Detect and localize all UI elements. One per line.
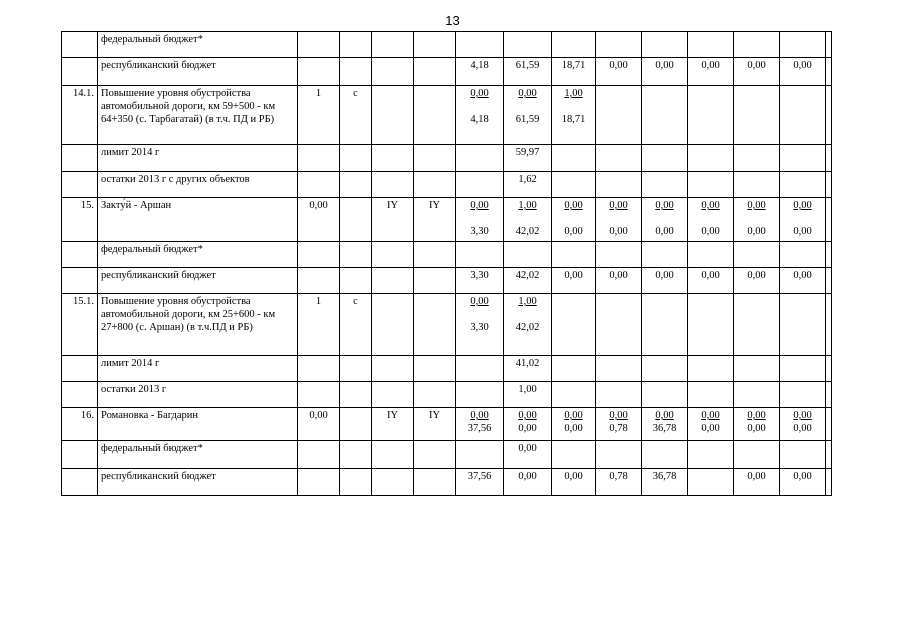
length-cell: 1 xyxy=(298,86,340,145)
value-cell xyxy=(780,441,826,469)
value-cell xyxy=(552,268,596,294)
value-top-line: 0,00 xyxy=(655,410,674,421)
value-cell xyxy=(780,172,826,198)
value-cell xyxy=(688,441,734,469)
value-cell xyxy=(826,86,832,145)
value-line: 36,78 xyxy=(652,471,677,482)
value-line: 0,00 xyxy=(747,60,766,71)
value-line: 1,00 xyxy=(518,384,537,395)
value-cell xyxy=(826,58,832,86)
value-cell xyxy=(780,58,826,86)
value-cell xyxy=(734,441,780,469)
value-line: 0,00 xyxy=(564,270,583,281)
value-top-line: 0,00 xyxy=(609,410,628,421)
value-bottom-line: 3,30 xyxy=(470,322,489,333)
row-name-cell: лимит 2014 г xyxy=(98,145,298,172)
value-top-line: 0,00 xyxy=(564,410,583,421)
type-cell xyxy=(340,469,372,496)
value-top-line: 0,00 xyxy=(747,200,766,211)
value-cell xyxy=(552,408,596,441)
value-cell xyxy=(456,32,504,58)
value-line: 0,00 xyxy=(701,270,720,281)
value-bottom-line: 18,71 xyxy=(561,114,586,125)
category-start-cell xyxy=(372,268,414,294)
value-bottom-line: 0,00 xyxy=(609,226,628,237)
value-cell xyxy=(780,408,826,441)
value-cell xyxy=(552,198,596,242)
value-cell xyxy=(552,294,596,356)
length-cell xyxy=(298,441,340,469)
value-top-line: 0,00 xyxy=(701,200,720,211)
value-cell xyxy=(596,32,642,58)
category-end-cell: IY xyxy=(414,408,456,441)
value-cell xyxy=(688,58,734,86)
value-line: 0,00 xyxy=(655,60,674,71)
value-cell xyxy=(596,198,642,242)
value-bottom-line: 0,00 xyxy=(564,226,583,237)
length-cell xyxy=(298,172,340,198)
category-start-cell xyxy=(372,469,414,496)
row-name-cell: республиканский бюджет xyxy=(98,469,298,496)
row-name-cell: федеральный бюджет* xyxy=(98,441,298,469)
value-cell xyxy=(826,294,832,356)
value-cell xyxy=(456,408,504,441)
value-cell xyxy=(552,356,596,382)
value-cell xyxy=(688,382,734,408)
value-cell xyxy=(504,242,552,268)
value-bottom-line: 0,00 xyxy=(793,226,812,237)
value-cell xyxy=(780,198,826,242)
value-cell xyxy=(642,268,688,294)
value-cell xyxy=(688,145,734,172)
category-end-cell xyxy=(414,294,456,356)
row-name-cell: лимит 2014 г xyxy=(98,356,298,382)
value-cell xyxy=(596,172,642,198)
value-cell xyxy=(734,198,780,242)
category-start-cell xyxy=(372,294,414,356)
value-cell xyxy=(504,382,552,408)
category-end-cell xyxy=(414,58,456,86)
value-cell xyxy=(734,356,780,382)
value-cell xyxy=(688,294,734,356)
value-line: 0,00 xyxy=(609,60,628,71)
value-bottom-line: 4,18 xyxy=(470,114,489,125)
table-row xyxy=(62,294,832,356)
value-cell xyxy=(688,408,734,441)
value-line: 41,02 xyxy=(515,358,540,369)
value-line: 4,18 xyxy=(470,60,489,71)
category-end-cell xyxy=(414,382,456,408)
category-end-cell xyxy=(414,441,456,469)
table-row xyxy=(62,198,832,242)
value-bottom-line: 3,30 xyxy=(470,226,489,237)
value-cell xyxy=(504,32,552,58)
value-cell xyxy=(504,172,552,198)
category-start-cell xyxy=(372,86,414,145)
value-cell xyxy=(734,268,780,294)
value-cell xyxy=(456,198,504,242)
length-cell xyxy=(298,58,340,86)
value-cell xyxy=(456,242,504,268)
value-top-line: 0,00 xyxy=(747,410,766,421)
value-cell xyxy=(688,469,734,496)
value-cell xyxy=(826,145,832,172)
row-number-cell xyxy=(62,242,98,268)
length-cell xyxy=(298,356,340,382)
row-number-cell: 16. xyxy=(62,408,98,441)
value-cell xyxy=(826,382,832,408)
value-cell xyxy=(780,382,826,408)
row-number-cell: 15.1. xyxy=(62,294,98,356)
table-row xyxy=(62,145,832,172)
row-number-cell: 14.1. xyxy=(62,86,98,145)
row-name-cell: остатки 2013 г с других объектов xyxy=(98,172,298,198)
value-line: 0,00 xyxy=(793,471,812,482)
length-cell xyxy=(298,469,340,496)
value-cell xyxy=(596,408,642,441)
value-line: 59,97 xyxy=(515,147,540,158)
row-number-cell xyxy=(62,382,98,408)
value-cell xyxy=(734,172,780,198)
table-row xyxy=(62,268,832,294)
value-cell xyxy=(504,198,552,242)
value-cell xyxy=(456,145,504,172)
value-cell xyxy=(688,356,734,382)
value-cell xyxy=(596,469,642,496)
value-bottom-line: 42,02 xyxy=(515,322,540,333)
type-cell xyxy=(340,145,372,172)
row-name-cell: Повышение уровня обустройства автомобильной дороги, км 59+500 - км 64+350 (с. Тарбагатай) (в т.ч. ПД и РБ) xyxy=(98,86,298,145)
value-cell xyxy=(642,145,688,172)
value-cell xyxy=(552,86,596,145)
value-bottom-line: 36,78 xyxy=(652,423,677,434)
table-row xyxy=(62,441,832,469)
value-line: 61,59 xyxy=(515,60,540,71)
value-cell xyxy=(504,441,552,469)
value-cell xyxy=(642,469,688,496)
value-bottom-line: 0,00 xyxy=(564,423,583,434)
length-cell: 0,00 xyxy=(298,408,340,441)
table-row xyxy=(62,469,832,496)
value-cell xyxy=(642,172,688,198)
row-name-cell: Повышение уровня обустройства автомобильной дороги, км 25+600 - км 27+800 (с. Аршан) (в т.ч.ПД и РБ) xyxy=(98,294,298,356)
value-cell xyxy=(642,86,688,145)
category-start-cell xyxy=(372,32,414,58)
value-cell xyxy=(596,58,642,86)
value-cell xyxy=(552,469,596,496)
value-cell xyxy=(826,172,832,198)
value-line: 37,56 xyxy=(467,471,492,482)
type-cell xyxy=(340,32,372,58)
category-end-cell xyxy=(414,356,456,382)
value-top-line: 0,00 xyxy=(470,296,489,307)
value-cell xyxy=(456,356,504,382)
category-start-cell xyxy=(372,172,414,198)
value-cell xyxy=(780,242,826,268)
value-line: 1,62 xyxy=(518,174,537,185)
table-row xyxy=(62,408,832,441)
category-end-cell xyxy=(414,145,456,172)
category-start-cell xyxy=(372,382,414,408)
value-cell xyxy=(504,58,552,86)
length-cell xyxy=(298,242,340,268)
value-bottom-line: 37,56 xyxy=(467,423,492,434)
category-end-cell: IY xyxy=(414,198,456,242)
value-top-line: 1,00 xyxy=(518,296,537,307)
category-end-cell xyxy=(414,469,456,496)
value-top-line: 0,00 xyxy=(470,88,489,99)
table-body xyxy=(62,32,832,496)
value-top-line: 1,00 xyxy=(518,200,537,211)
length-cell xyxy=(298,382,340,408)
value-bottom-line: 0,00 xyxy=(655,226,674,237)
row-number-cell xyxy=(62,32,98,58)
value-cell xyxy=(734,86,780,145)
value-cell xyxy=(552,58,596,86)
value-top-line: 0,00 xyxy=(701,410,720,421)
row-name-cell: республиканский бюджет xyxy=(98,268,298,294)
row-number-cell: 15. xyxy=(62,198,98,242)
value-cell xyxy=(826,408,832,441)
row-number-cell xyxy=(62,268,98,294)
value-top-line: 1,00 xyxy=(564,88,583,99)
type-cell xyxy=(340,382,372,408)
table-row xyxy=(62,356,832,382)
value-cell xyxy=(780,268,826,294)
type-cell xyxy=(340,441,372,469)
row-number-cell xyxy=(62,356,98,382)
value-cell xyxy=(456,268,504,294)
category-end-cell xyxy=(414,268,456,294)
value-cell xyxy=(552,32,596,58)
value-line: 0,00 xyxy=(564,471,583,482)
row-number-cell xyxy=(62,145,98,172)
value-cell xyxy=(734,469,780,496)
value-cell xyxy=(504,86,552,145)
value-cell xyxy=(456,441,504,469)
value-cell xyxy=(826,198,832,242)
value-cell xyxy=(780,469,826,496)
value-cell xyxy=(596,382,642,408)
category-end-cell xyxy=(414,172,456,198)
category-start-cell: IY xyxy=(372,408,414,441)
value-cell xyxy=(504,268,552,294)
value-top-line: 0,00 xyxy=(518,88,537,99)
value-line: 0,00 xyxy=(747,270,766,281)
category-start-cell xyxy=(372,145,414,172)
value-line: 0,00 xyxy=(609,270,628,281)
value-cell xyxy=(456,172,504,198)
value-cell xyxy=(688,198,734,242)
value-cell xyxy=(734,294,780,356)
row-name-cell: федеральный бюджет* xyxy=(98,242,298,268)
category-start-cell xyxy=(372,441,414,469)
row-name-cell: федеральный бюджет* xyxy=(98,32,298,58)
type-cell xyxy=(340,58,372,86)
value-cell xyxy=(826,268,832,294)
value-cell xyxy=(734,58,780,86)
value-cell xyxy=(688,268,734,294)
value-cell xyxy=(552,441,596,469)
row-name-cell: Закту́й - Аршан xyxy=(98,198,298,242)
value-cell xyxy=(504,408,552,441)
budget-table xyxy=(61,31,832,496)
value-bottom-line: 0,00 xyxy=(747,423,766,434)
type-cell xyxy=(340,268,372,294)
value-cell xyxy=(826,32,832,58)
value-line: 0,00 xyxy=(655,270,674,281)
value-line: 3,30 xyxy=(470,270,489,281)
value-cell xyxy=(642,356,688,382)
type-cell xyxy=(340,356,372,382)
category-start-cell xyxy=(372,356,414,382)
value-cell xyxy=(642,382,688,408)
value-cell xyxy=(642,408,688,441)
length-cell xyxy=(298,145,340,172)
length-cell xyxy=(298,32,340,58)
category-start-cell: IY xyxy=(372,198,414,242)
value-cell xyxy=(642,198,688,242)
value-line: 0,78 xyxy=(609,471,628,482)
value-line: 0,00 xyxy=(793,60,812,71)
row-name-cell: республиканский бюджет xyxy=(98,58,298,86)
type-cell: с xyxy=(340,294,372,356)
table-row xyxy=(62,86,832,145)
value-cell xyxy=(734,242,780,268)
row-name-cell: остатки 2013 г xyxy=(98,382,298,408)
category-end-cell xyxy=(414,86,456,145)
table-row xyxy=(62,382,832,408)
value-top-line: 0,00 xyxy=(470,410,489,421)
value-line: 0,00 xyxy=(747,471,766,482)
value-cell xyxy=(456,469,504,496)
row-number-cell xyxy=(62,441,98,469)
value-cell xyxy=(642,242,688,268)
value-top-line: 0,00 xyxy=(609,200,628,211)
value-top-line: 0,00 xyxy=(518,410,537,421)
value-cell xyxy=(734,145,780,172)
value-cell xyxy=(688,242,734,268)
value-cell xyxy=(504,294,552,356)
category-end-cell xyxy=(414,242,456,268)
value-bottom-line: 42,02 xyxy=(515,226,540,237)
length-cell: 1 xyxy=(298,294,340,356)
table-row xyxy=(62,32,832,58)
row-number-cell xyxy=(62,469,98,496)
value-line: 0,00 xyxy=(518,471,537,482)
row-name-cell: Романовка - Багдарин xyxy=(98,408,298,441)
value-top-line: 0,00 xyxy=(655,200,674,211)
value-bottom-line: 0,00 xyxy=(793,423,812,434)
length-cell: 0,00 xyxy=(298,198,340,242)
value-cell xyxy=(596,294,642,356)
category-start-cell xyxy=(372,58,414,86)
value-cell xyxy=(552,242,596,268)
value-cell xyxy=(552,172,596,198)
value-cell xyxy=(688,32,734,58)
value-bottom-line: 61,59 xyxy=(515,114,540,125)
value-cell xyxy=(734,32,780,58)
value-line: 42,02 xyxy=(515,270,540,281)
value-cell xyxy=(456,86,504,145)
value-bottom-line: 0,00 xyxy=(701,423,720,434)
value-cell xyxy=(456,382,504,408)
value-cell xyxy=(596,242,642,268)
value-cell xyxy=(596,441,642,469)
category-start-cell xyxy=(372,242,414,268)
value-cell xyxy=(734,408,780,441)
page-number: 13 xyxy=(445,13,460,28)
table-row xyxy=(62,58,832,86)
value-top-line: 0,00 xyxy=(793,200,812,211)
value-bottom-line: 0,78 xyxy=(609,423,628,434)
type-cell xyxy=(340,242,372,268)
type-cell xyxy=(340,198,372,242)
value-cell xyxy=(504,145,552,172)
type-cell: с xyxy=(340,86,372,145)
value-top-line: 0,00 xyxy=(793,410,812,421)
value-cell xyxy=(552,145,596,172)
value-cell xyxy=(826,242,832,268)
value-line: 18,71 xyxy=(561,60,586,71)
value-cell xyxy=(780,32,826,58)
value-cell xyxy=(504,356,552,382)
value-cell xyxy=(734,382,780,408)
value-cell xyxy=(688,172,734,198)
value-line: 0,00 xyxy=(793,270,812,281)
value-cell xyxy=(826,356,832,382)
row-number-cell xyxy=(62,172,98,198)
category-end-cell xyxy=(414,32,456,58)
table-row xyxy=(62,172,832,198)
value-bottom-line: 0,00 xyxy=(518,423,537,434)
value-bottom-line: 0,00 xyxy=(701,226,720,237)
value-top-line: 0,00 xyxy=(470,200,489,211)
value-cell xyxy=(780,86,826,145)
value-line: 0,00 xyxy=(518,443,537,454)
value-cell xyxy=(780,294,826,356)
type-cell xyxy=(340,172,372,198)
value-cell xyxy=(456,58,504,86)
value-cell xyxy=(780,145,826,172)
value-cell xyxy=(504,469,552,496)
value-cell xyxy=(552,382,596,408)
type-cell xyxy=(340,408,372,441)
table-row xyxy=(62,242,832,268)
value-cell xyxy=(688,86,734,145)
value-cell xyxy=(642,32,688,58)
value-line: 0,00 xyxy=(701,60,720,71)
value-top-line: 0,00 xyxy=(564,200,583,211)
value-cell xyxy=(596,86,642,145)
value-cell xyxy=(826,441,832,469)
row-number-cell xyxy=(62,58,98,86)
value-cell xyxy=(596,356,642,382)
value-cell xyxy=(826,469,832,496)
value-cell xyxy=(456,294,504,356)
value-cell xyxy=(642,58,688,86)
value-cell xyxy=(642,441,688,469)
length-cell xyxy=(298,268,340,294)
value-cell xyxy=(780,356,826,382)
value-cell xyxy=(596,145,642,172)
value-cell xyxy=(642,294,688,356)
value-cell xyxy=(596,268,642,294)
value-bottom-line: 0,00 xyxy=(747,226,766,237)
